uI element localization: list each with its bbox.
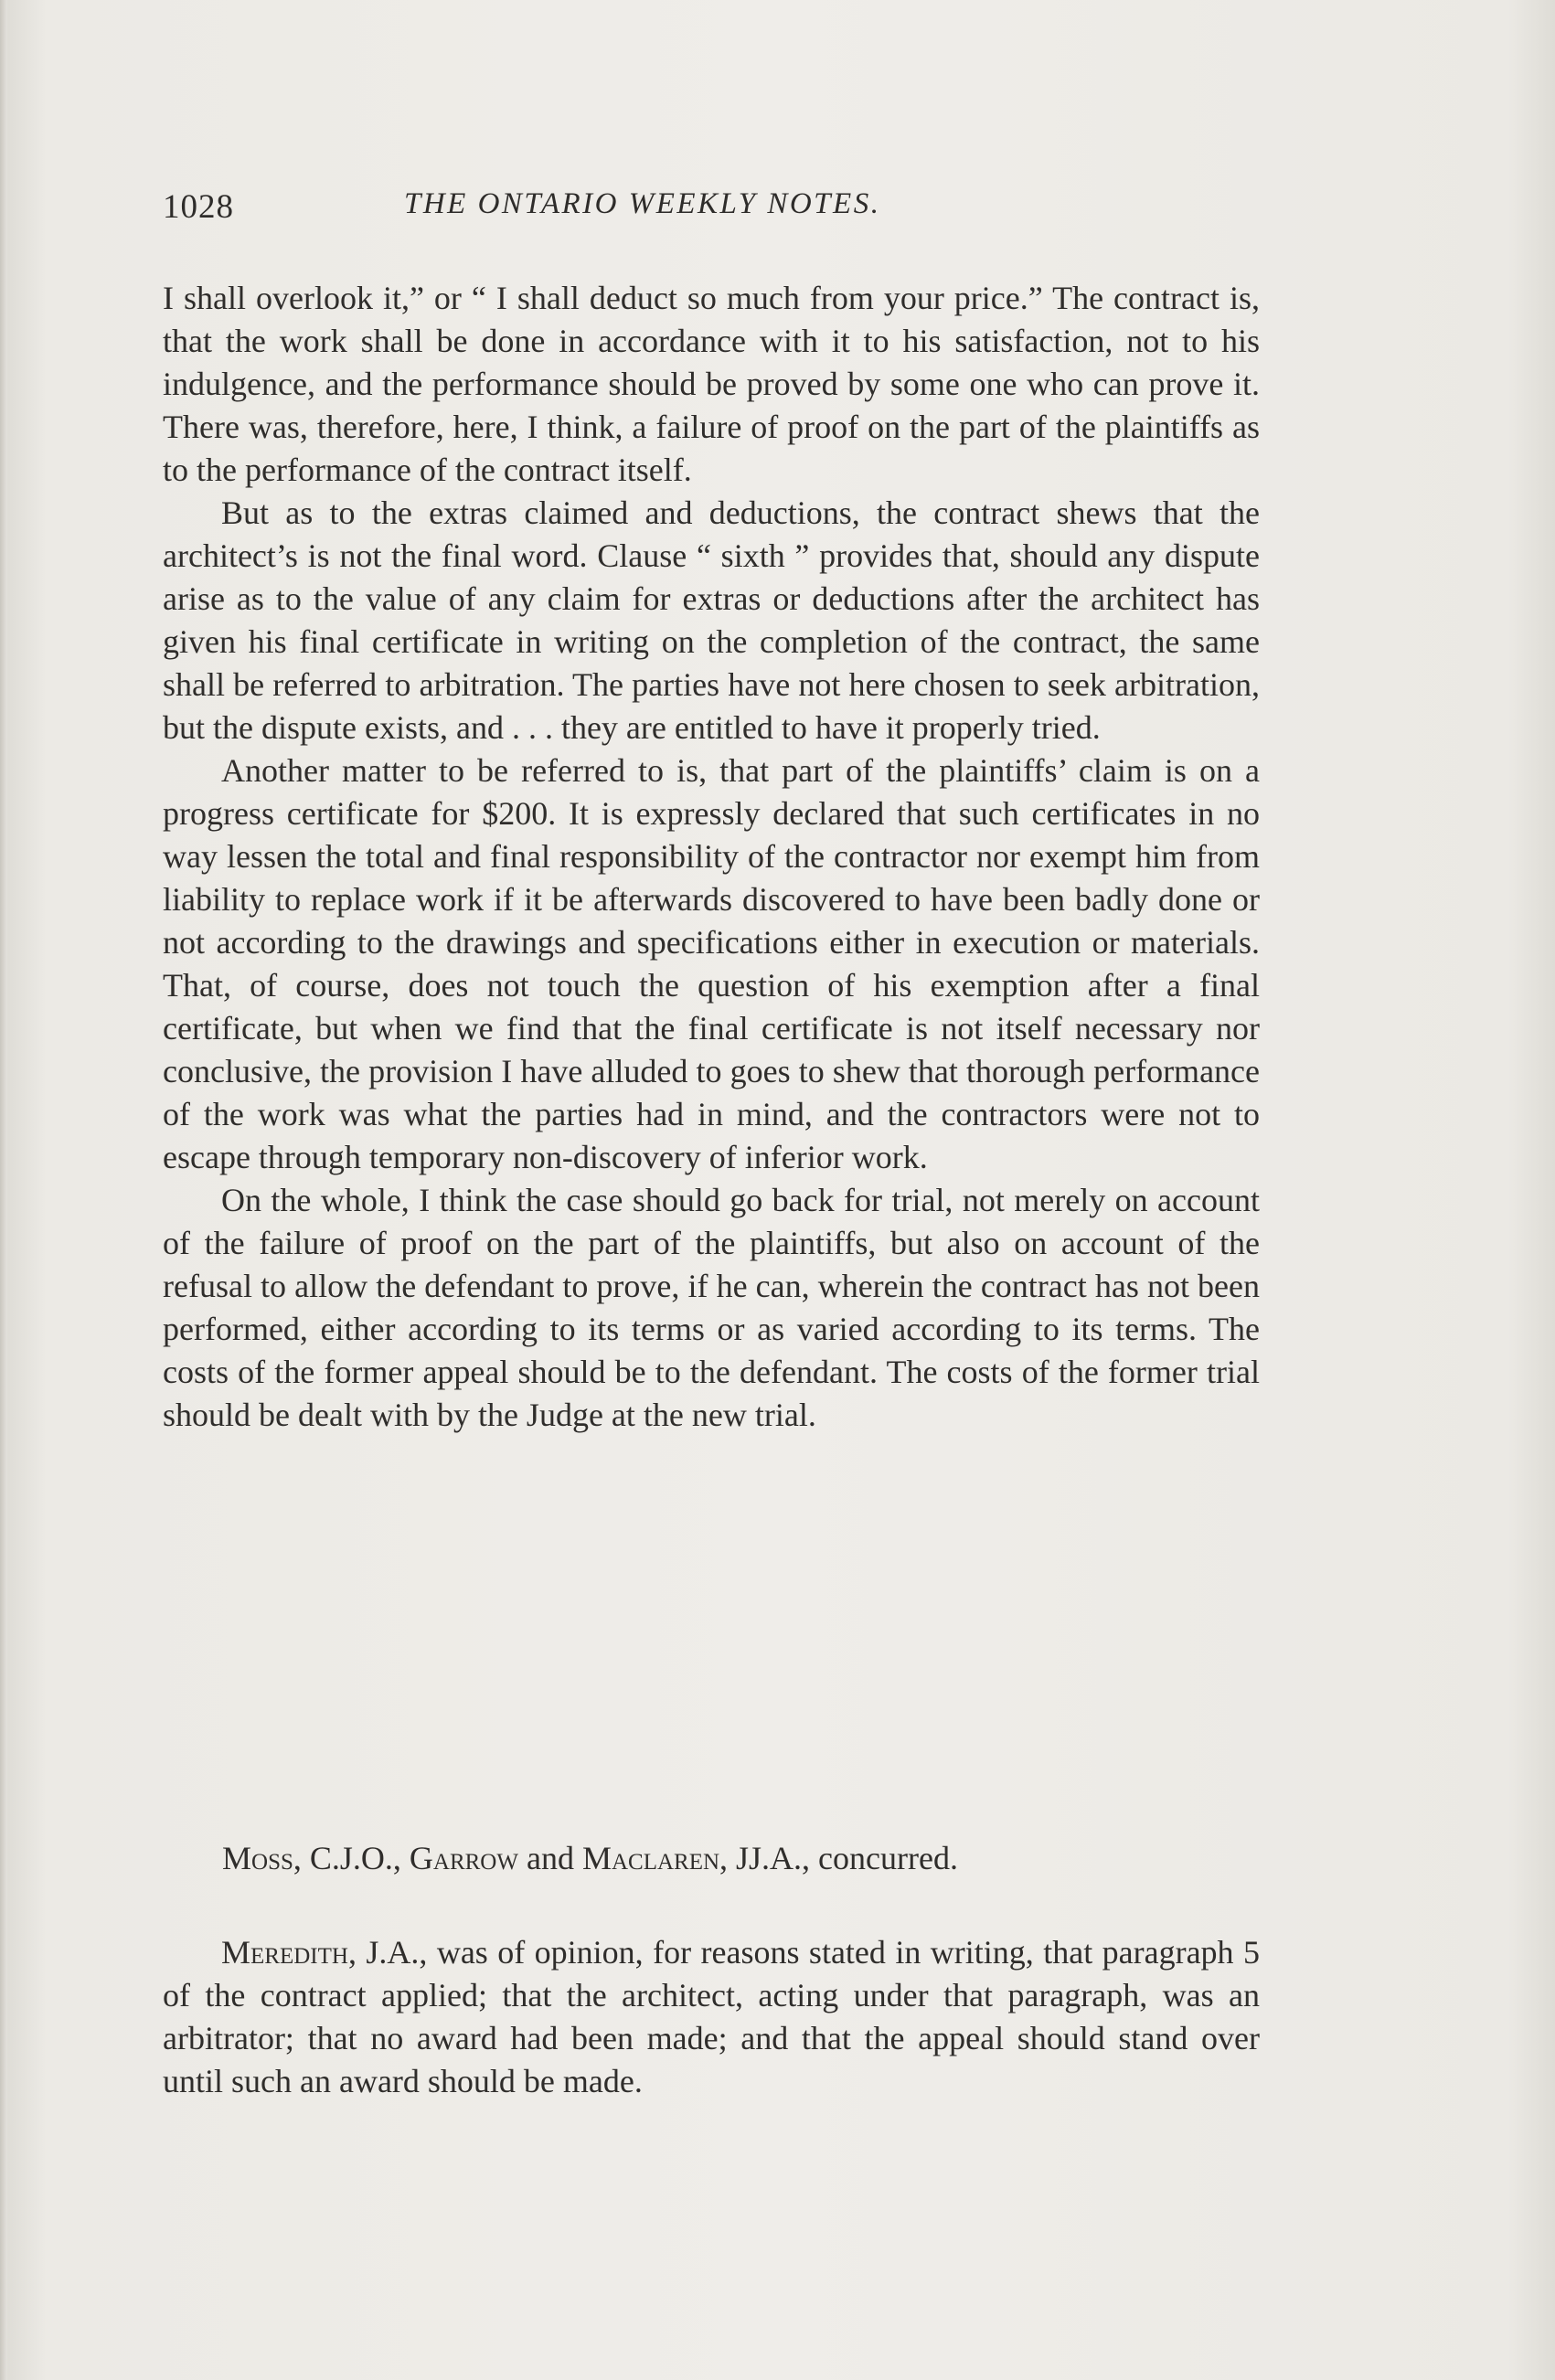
conjunction: and bbox=[517, 1840, 582, 1876]
judge-name: Moss bbox=[222, 1840, 293, 1876]
concurrence-line bbox=[222, 1837, 1264, 1880]
judge-name: Maclaren bbox=[581, 1840, 720, 1876]
dissent-text: , J.A., was of opinion, for reasons stated in writing, that paragraph 5 of the contract applied; that the architect, acting under that paragraph, was an arbitrator; that no award had been made; and that the appeal should stand over until such an award should be made. bbox=[163, 1934, 1260, 2099]
judgment-body bbox=[163, 277, 1260, 1437]
judge-name: Garrow bbox=[409, 1840, 518, 1876]
dissent-paragraph bbox=[163, 1931, 1260, 2103]
journal-title: THE ONTARIO WEEKLY NOTES. bbox=[404, 187, 881, 220]
paragraph-progress-certificate: Another matter to be referred to is, that part of the plaintiffs’ claim is on a progress certificate for $200. It is expressly declared that such certificates in no way lessen the total and final responsibility of the contractor nor exempt him from liability to replace work if it be afterwards discovered to have been badly done or not according to the drawings and specifications either in execution or materials. That, of course, does not touch the question of his exemption after a final certificate, but when we find that the final certificate is not itself necessary nor conclusive, the provision I have alluded to goes to shew that thorough performance of the work was what the parties had in mind, and the contractors were not to escape through temporary non-discovery of inferior work. bbox=[163, 752, 1260, 1175]
concurrence-text: , JJ.A., concurred. bbox=[719, 1840, 958, 1876]
judge-title: , C.J.O., bbox=[293, 1840, 410, 1876]
paragraph-extras: But as to the extras claimed and deductions, the contract shews that the architect’s is not the final word. Clause “ sixth ” provides that, should any dispute arise as to the value of any claim for extras or deductions after the architect has given his final certificate in writing on the completion of the contract, the same shall be referred to arbitration. The parties have not here chosen to seek arbitration, but the dispute exists, and . . . they are entitled to have it properly tried. bbox=[163, 494, 1260, 746]
page-binding-edge bbox=[0, 0, 7, 2380]
running-head bbox=[163, 187, 1260, 242]
paragraph-conclusion: On the whole, I think the case should go back for trial, not merely on account of the failure of proof on the part of the plaintiffs, but also on account of the refusal to allow the defendant to prove, if he can, wherein the contract has not been performed, either according to its terms or as varied according to its terms. The costs of the former appeal should be to the defendant. The costs of the former trial should be dealt with by the Judge at the new trial. bbox=[163, 1182, 1260, 1433]
paragraph-continuation: I shall overlook it,” or “ I shall deduct so much from your price.” The contract is, that the work shall be done in accordance with it to his satisfaction, not to his indulgence, and the performance should be proved by some one who can prove it. There was, therefore, here, I think, a failure of proof on the part of the plaintiffs as to the performance of the contract itself. bbox=[163, 280, 1260, 488]
judge-name: Meredith bbox=[221, 1934, 348, 1971]
page-number: 1028 bbox=[163, 188, 234, 226]
